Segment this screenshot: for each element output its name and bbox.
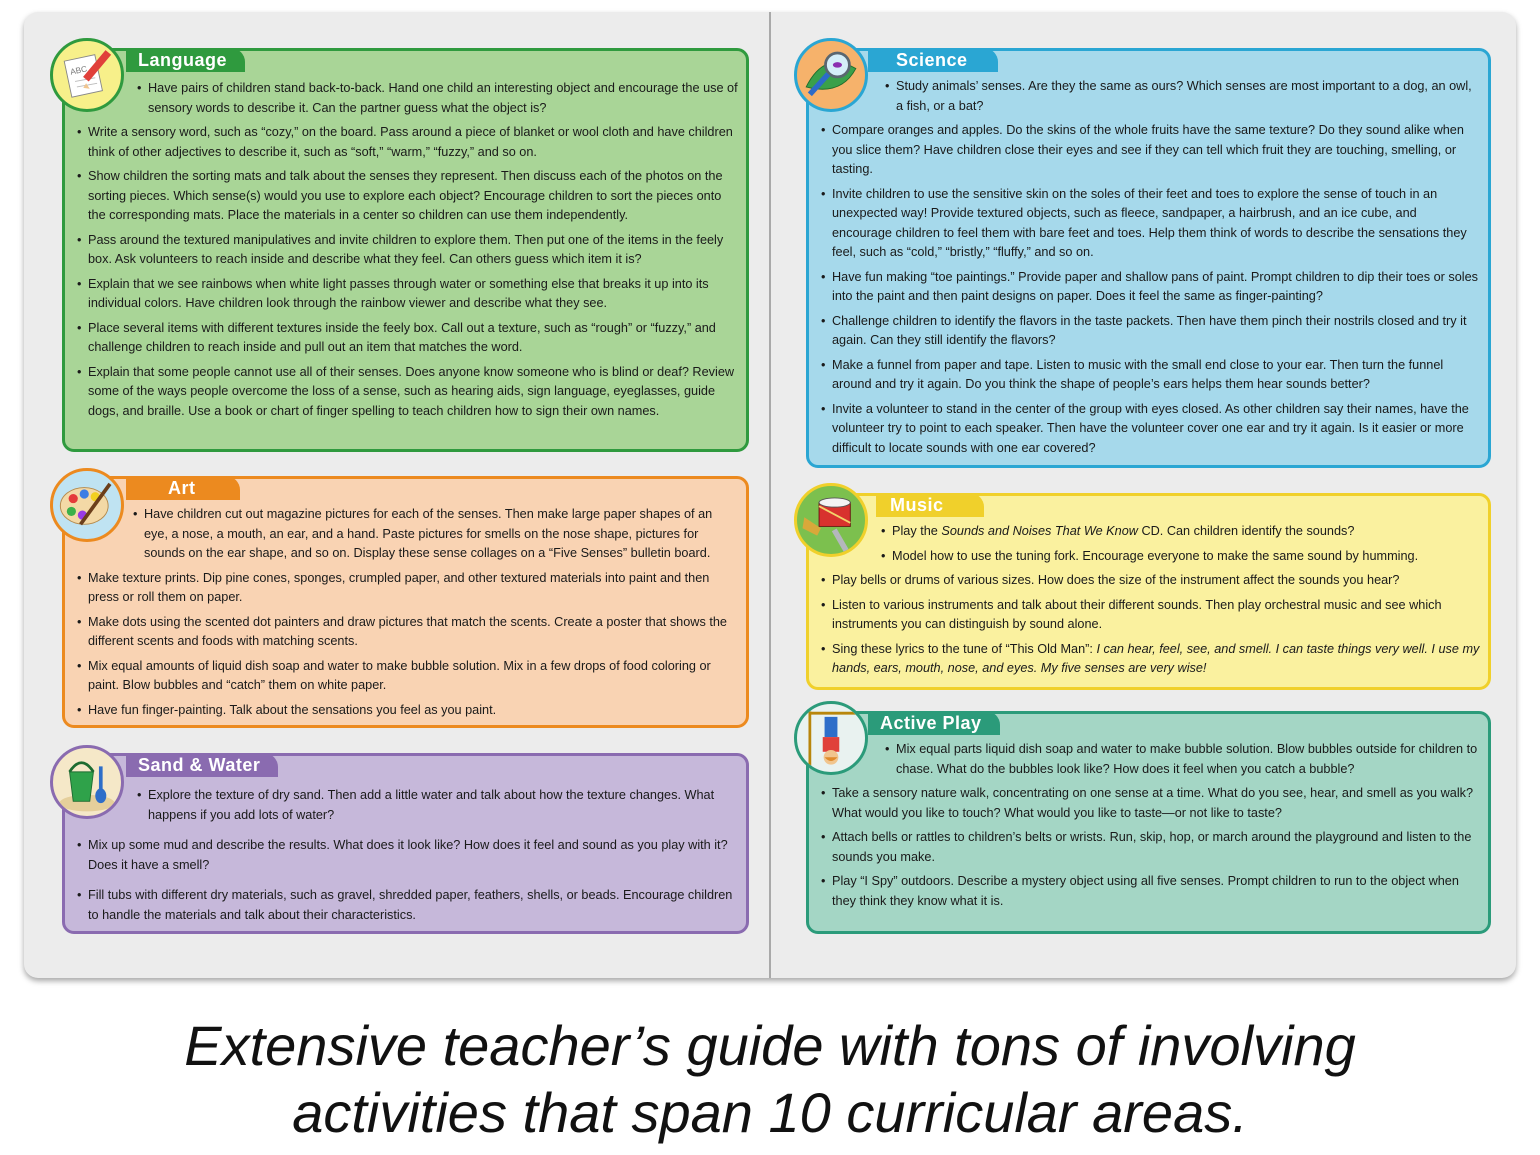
list-item: • Have fun making “toe paintings.” Provide paper and shallow pans of paint. Prompt children to dip their toes or soles into the paint and then paint designs on paper. Does it feel the same as finger-painting? (821, 268, 1480, 307)
music-list (821, 522, 1480, 679)
music-title: Music (876, 493, 984, 517)
sand-water-section (62, 753, 749, 934)
list-item: • Mix equal amounts of liquid dish soap and water to make bubble solution. Mix in a few drops of food coloring or paint. Blow bubbles and “catch” them on white paper. (77, 657, 738, 696)
list-item: • Have fun finger-painting. Talk about the sensations you feel as you paint. (77, 701, 738, 721)
list-item: • Write a sensory word, such as “cozy,” on the board. Pass around a piece of blanket or wool cloth and have children think of other adjectives to describe it, such as “soft,” “warm,” “fuzzy,” and so on. (77, 123, 738, 162)
caption-line-2: activities that span 10 curricular areas. (292, 1081, 1248, 1144)
music-item1-pre: Play the (892, 524, 942, 538)
active-play-list (821, 740, 1480, 911)
list-item (881, 522, 1480, 542)
magnifier-leaf-icon (794, 38, 868, 112)
caption-line-1: Extensive teacher’s guide with tons of involving (184, 1014, 1356, 1077)
sand-water-title: Sand & Water (126, 753, 278, 777)
list-item: • Make a funnel from paper and tape. Listen to music with the small end close to your ear. Then turn the funnel around and try it again. Do you think the shape of people’s ears helps them hear sounds better? (821, 356, 1480, 395)
list-item: • Play “I Spy” outdoors. Describe a mystery object using all five senses. Prompt children to run to the object when they think they know what it is. (821, 872, 1480, 911)
list-item: • Explore the texture of dry sand. Then add a little water and talk about how the texture changes. What happens if you add lots of water? (137, 786, 738, 825)
science-title: Science (868, 48, 998, 72)
list-item: • Make dots using the scented dot painters and draw pictures that match the scents. Create a poster that shows the different scents and foods with matching scents. (77, 613, 738, 652)
list-item (821, 640, 1480, 679)
music-item5-pre: Sing these lyrics to the tune of “This Old Man”: (832, 641, 1097, 656)
science-section (806, 48, 1491, 468)
music-item1-post: CD. Can children identify the sounds? (1137, 524, 1355, 538)
sand-water-list (77, 786, 738, 925)
list-item: • Have pairs of children stand back-to-back. Hand one child an interesting object and encourage the use of sensory words to describe it. Can the partner guess what the object is? (137, 79, 738, 118)
hanging-child-icon (794, 701, 868, 775)
page-spine (769, 12, 771, 978)
paint-palette-icon (50, 468, 124, 542)
list-item: • Invite children to use the sensitive skin on the soles of their feet and toes to explore the sense of touch in an unexpected way! Provide textured objects, such as fleece, sandpaper, a hairbrush, and an ice cube, and encourage children to feel them with bare feet and toes. Help them think of words to describe the sensations they feel, such as “cold,” “bristly,” “fluffy,” and so on. (821, 185, 1480, 263)
list-item: • Pass around the textured manipulatives and invite children to explore them. Then put one of the items in the feely box. Ask volunteers to reach inside and describe what they feel. Can others guess which item it is? (77, 231, 738, 270)
list-item: • Attach bells or rattles to children’s belts or wrists. Run, skip, hop, or march around the playground and listen to the sounds you make. (821, 828, 1480, 867)
art-section (62, 476, 749, 728)
list-item: • Study animals’ senses. Are they the same as ours? Which senses are most important to a dog, an owl, a fish, or a bat? (885, 77, 1480, 116)
list-item: • Mix equal parts liquid dish soap and water to make bubble solution. Blow bubbles outside for children to chase. What do the bubbles look like? How does it feel when you catch a bubble? (885, 740, 1480, 779)
sand-bucket-icon (50, 745, 124, 819)
list-item: • Have children cut out magazine pictures for each of the senses. Then make large paper shapes of an eye, a nose, a mouth, an ear, and a hand. Paste pictures for smells on the nose shape, pictures for sounds on the ear shape, and so on. Display these sense collages on a “Five Senses” bulletin board. (133, 505, 738, 564)
list-item: • Compare oranges and apples. Do the skins of the whole fruits have the same texture? Do they sound alike when you slice them? Have children close their eyes and see if they can tell which fruit they are touching, smelling, or tasting. (821, 121, 1480, 180)
list-item: • Show children the sorting mats and talk about the senses they represent. Then discuss each of the photos on the sorting pieces. Which sense(s) would you use to explore each object? Encourage children to sort the pieces onto the corresponding mats. Place the materials in a center so children can use them independently. (77, 167, 738, 226)
list-item: • Take a sensory nature walk, concentrating on one sense at a time. What do you see, hear, and smell as you walk? What would you like to touch? What would you like to taste—or not like to taste? (821, 784, 1480, 823)
science-list (821, 77, 1480, 458)
music-section (806, 493, 1491, 690)
list-item: • Model how to use the tuning fork. Encourage everyone to make the same sound by humming. (881, 547, 1480, 567)
language-list (77, 79, 738, 421)
list-item: • Listen to various instruments and talk about their different sounds. Then play orchestral music and see which instruments you can distinguish by sound alone. (821, 596, 1480, 635)
art-list (77, 505, 738, 720)
song-lyrics: I can hear, feel, see, and smell. I can taste things very well. I use my hands, ears, mouth, nose, and eyes. My five senses are very wise! (832, 641, 1480, 675)
cd-title: Sounds and Noises That We Know (941, 524, 1138, 538)
list-item: • Place several items with different textures inside the feely box. Call out a texture, such as “rough” or “fuzzy,” and challenge children to reach inside and pull out an item that matches the word. (77, 319, 738, 358)
language-title: Language (126, 48, 245, 72)
drum-horn-icon (794, 483, 868, 557)
list-item: • Explain that some people cannot use all of their senses. Does anyone know someone who is blind or deaf? Review some of the ways people overcome the loss of a sense, such as hearing aids, sign language, eyeglasses, guide dogs, and braille. Use a book or chart of finger spelling to teach children how to sign their own names. (77, 363, 738, 422)
svg-text:ABC: ABC (69, 64, 88, 77)
language-section (62, 48, 749, 452)
pencil-paper-icon (50, 38, 124, 112)
list-item: • Explain that we see rainbows when white light passes through water or something else that breaks it up into its individual colors. Have children look through the rainbow viewer and describe what they see. (77, 275, 738, 314)
art-title: Art (126, 476, 240, 500)
list-item: • Make texture prints. Dip pine cones, sponges, crumpled paper, and other textured materials into paint and then press or roll them on paper. (77, 569, 738, 608)
list-item: • Invite a volunteer to stand in the center of the group with eyes closed. As other children say their names, have the volunteer try to point to each speaker. Then have the volunteer cover one ear and try it again. Is it easier or more difficult to locate sounds with one ear covered? (821, 400, 1480, 459)
list-item: • Challenge children to identify the flavors in the taste packets. Then have them pinch their nostrils closed and try it again. Can they still identify the flavors? (821, 312, 1480, 351)
active-play-title: Active Play (868, 711, 1000, 735)
list-item: • Mix up some mud and describe the results. What does it look like? How does it feel and sound as you play with it? Does it have a smell? (77, 836, 738, 875)
list-item: • Fill tubs with different dry materials, such as gravel, shredded paper, feathers, shells, or beads. Encourage children to handle the materials and talk about their characteristics. (77, 886, 738, 925)
list-item: • Play bells or drums of various sizes. How does the size of the instrument affect the sounds you hear? (821, 571, 1480, 591)
active-play-section (806, 711, 1491, 934)
